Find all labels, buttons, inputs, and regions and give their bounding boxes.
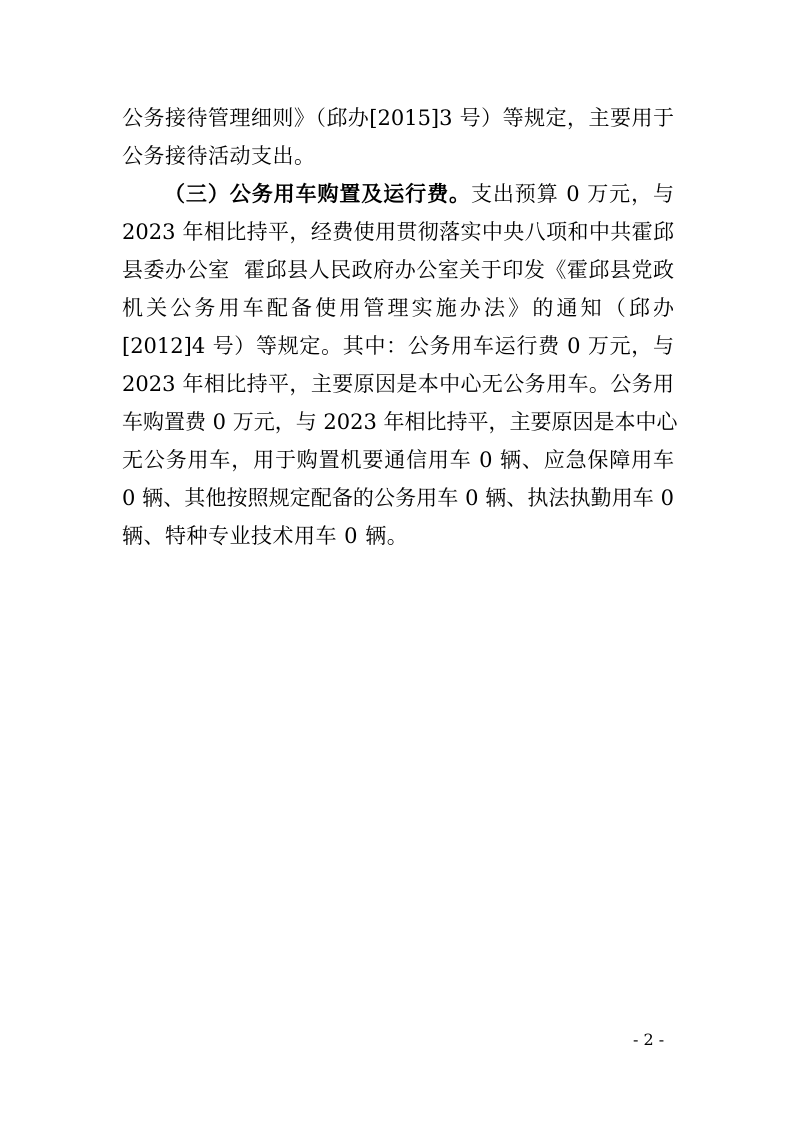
- paragraph-line: [2012]4 号）等规定。其中：公务用车运行费 0 万元，与: [122, 334, 674, 358]
- page-number: - 2 -: [633, 1030, 665, 1049]
- paragraph-line: 县委办公室 霍邱县人民政府办公室关于印发《霍邱县党政: [122, 258, 674, 282]
- paragraph-line: 辆、特种专业技术用车 0 辆。: [122, 524, 409, 548]
- section-3-first-line-text: 支出预算 0 万元，与: [470, 182, 674, 206]
- paragraph-line: 2023 年相比持平，经费使用贯彻落实中央八项和中共霍邱: [122, 220, 674, 244]
- paragraph-line: 0 辆、其他按照规定配备的公务用车 0 辆、执法执勤用车 0: [122, 486, 674, 510]
- paragraph-line: 机关公务用车配备使用管理实施办法》的通知（邱办: [122, 296, 674, 320]
- section-3-first-line: [164, 180, 674, 208]
- paragraph-line: 无公务用车，用于购置机要通信用车 0 辆、应急保障用车: [122, 448, 674, 472]
- paragraph-line: 2023 年相比持平，主要原因是本中心无公务用车。公务用: [122, 372, 674, 396]
- section-3-heading: （三）公务用车购置及运行费。: [164, 181, 471, 206]
- paragraph-line: 公务接待活动支出。: [122, 144, 316, 168]
- paragraph-line: 车购置费 0 万元，与 2023 年相比持平，主要原因是本中心: [122, 410, 678, 434]
- paragraph-line: 公务接待管理细则》（邱办[2015]3 号）等规定，主要用于: [122, 106, 674, 130]
